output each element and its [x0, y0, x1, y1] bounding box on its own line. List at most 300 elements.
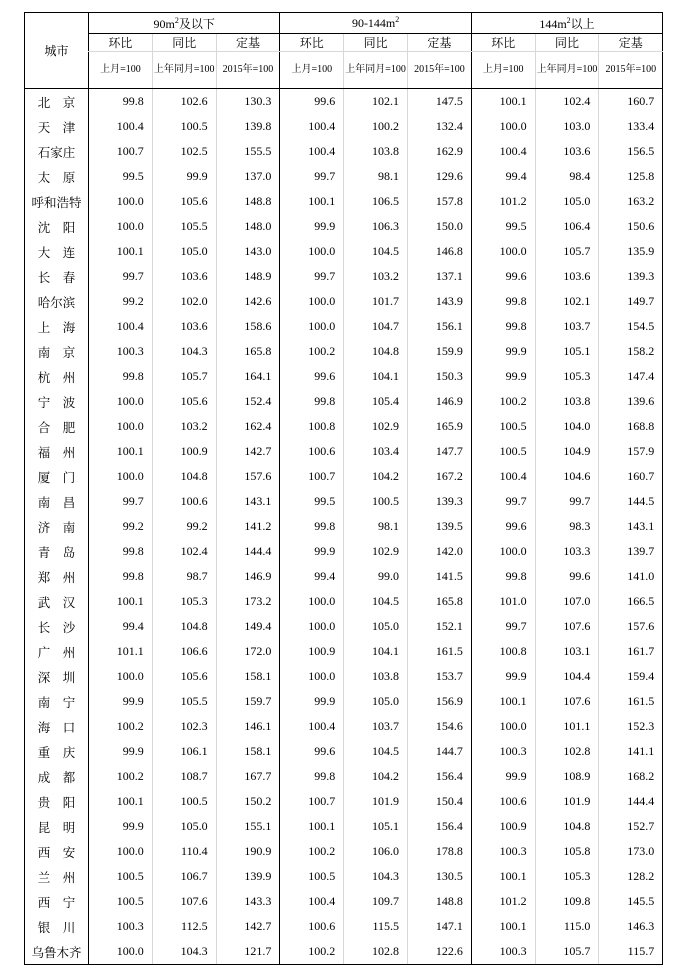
value-cell: 146.3 — [599, 914, 663, 939]
value-cell: 109.8 — [535, 889, 599, 914]
table-row — [25, 314, 663, 339]
value-cell: 100.3 — [89, 339, 153, 364]
value-cell: 130.5 — [408, 864, 472, 889]
value-cell: 103.8 — [344, 664, 408, 689]
value-cell: 152.4 — [216, 389, 280, 414]
value-cell: 100.7 — [280, 464, 344, 489]
table-row — [25, 539, 663, 564]
value-cell: 160.7 — [599, 464, 663, 489]
value-cell: 165.8 — [408, 589, 472, 614]
value-cell: 100.1 — [471, 89, 535, 115]
value-cell: 99.5 — [89, 164, 153, 189]
value-cell: 100.8 — [471, 639, 535, 664]
value-cell: 100.0 — [280, 589, 344, 614]
value-cell: 107.6 — [152, 889, 216, 914]
value-cell: 141.1 — [599, 739, 663, 764]
value-cell: 167.7 — [216, 764, 280, 789]
value-cell: 105.7 — [152, 364, 216, 389]
table-row — [25, 89, 663, 115]
value-cell: 106.6 — [152, 639, 216, 664]
value-cell: 105.0 — [152, 239, 216, 264]
city-cell: 青 岛 — [25, 539, 89, 564]
value-cell: 102.1 — [535, 289, 599, 314]
value-cell: 149.7 — [599, 289, 663, 314]
value-cell: 168.2 — [599, 764, 663, 789]
base-label: 2015年=100 — [408, 52, 472, 89]
value-cell: 102.1 — [344, 89, 408, 115]
value-cell: 99.2 — [152, 514, 216, 539]
city-cell: 合 肥 — [25, 414, 89, 439]
city-cell: 北 京 — [25, 89, 89, 115]
value-cell: 99.7 — [471, 614, 535, 639]
value-cell: 104.5 — [344, 239, 408, 264]
value-cell: 98.7 — [152, 564, 216, 589]
subcol-header: 同比 — [344, 34, 408, 52]
value-cell: 103.7 — [535, 314, 599, 339]
value-cell: 147.5 — [408, 89, 472, 115]
value-cell: 154.6 — [408, 714, 472, 739]
value-cell: 159.4 — [599, 664, 663, 689]
table-row — [25, 814, 663, 839]
value-cell: 148.0 — [216, 214, 280, 239]
value-cell: 106.0 — [344, 839, 408, 864]
value-cell: 150.0 — [408, 214, 472, 239]
value-cell: 100.5 — [344, 489, 408, 514]
city-cell: 福 州 — [25, 439, 89, 464]
city-cell: 长 沙 — [25, 614, 89, 639]
value-cell: 100.0 — [89, 389, 153, 414]
value-cell: 99.2 — [89, 514, 153, 539]
value-cell: 160.7 — [599, 89, 663, 115]
value-cell: 103.6 — [152, 314, 216, 339]
value-cell: 100.7 — [280, 789, 344, 814]
value-cell: 144.5 — [599, 489, 663, 514]
value-cell: 146.9 — [216, 564, 280, 589]
value-cell: 105.6 — [152, 189, 216, 214]
value-cell: 142.7 — [216, 914, 280, 939]
value-cell: 144.4 — [599, 789, 663, 814]
value-cell: 105.4 — [344, 389, 408, 414]
value-cell: 190.9 — [216, 839, 280, 864]
table-row — [25, 739, 663, 764]
city-cell: 沈 阳 — [25, 214, 89, 239]
value-cell: 100.5 — [152, 114, 216, 139]
value-cell: 104.4 — [535, 664, 599, 689]
value-cell: 156.4 — [408, 764, 472, 789]
value-cell: 104.8 — [152, 614, 216, 639]
value-cell: 112.5 — [152, 914, 216, 939]
value-cell: 107.0 — [535, 589, 599, 614]
table-row — [25, 464, 663, 489]
value-cell: 142.6 — [216, 289, 280, 314]
value-cell: 100.2 — [471, 389, 535, 414]
value-cell: 101.2 — [471, 889, 535, 914]
value-cell: 100.0 — [89, 839, 153, 864]
value-cell: 141.0 — [599, 564, 663, 589]
value-cell: 99.7 — [280, 164, 344, 189]
table-row — [25, 664, 663, 689]
value-cell: 99.9 — [280, 689, 344, 714]
value-cell: 103.6 — [535, 139, 599, 164]
value-cell: 139.3 — [408, 489, 472, 514]
value-cell: 105.0 — [152, 814, 216, 839]
value-cell: 146.8 — [408, 239, 472, 264]
value-cell: 115.0 — [535, 914, 599, 939]
value-cell: 130.3 — [216, 89, 280, 115]
value-cell: 106.7 — [152, 864, 216, 889]
value-cell: 102.5 — [152, 139, 216, 164]
value-cell: 139.7 — [599, 539, 663, 564]
value-cell: 166.5 — [599, 589, 663, 614]
value-cell: 104.5 — [344, 739, 408, 764]
value-cell: 105.1 — [535, 339, 599, 364]
city-cell: 长 春 — [25, 264, 89, 289]
subcol-header: 环比 — [280, 34, 344, 52]
value-cell: 106.5 — [344, 189, 408, 214]
value-cell: 157.8 — [408, 189, 472, 214]
value-cell: 103.2 — [152, 414, 216, 439]
subcol-header: 同比 — [535, 34, 599, 52]
value-cell: 100.0 — [89, 464, 153, 489]
value-cell: 101.2 — [471, 189, 535, 214]
value-cell: 100.0 — [280, 239, 344, 264]
value-cell: 105.5 — [152, 214, 216, 239]
value-cell: 99.9 — [89, 689, 153, 714]
value-cell: 99.2 — [89, 289, 153, 314]
value-cell: 99.9 — [89, 739, 153, 764]
value-cell: 104.8 — [535, 814, 599, 839]
value-cell: 100.8 — [280, 414, 344, 439]
table-row — [25, 889, 663, 914]
base-header-row — [25, 52, 663, 89]
city-cell: 南 京 — [25, 339, 89, 364]
value-cell: 100.6 — [280, 439, 344, 464]
value-cell: 99.8 — [89, 539, 153, 564]
value-cell: 100.1 — [89, 239, 153, 264]
value-cell: 158.6 — [216, 314, 280, 339]
value-cell: 100.2 — [89, 764, 153, 789]
value-cell: 99.6 — [471, 514, 535, 539]
value-cell: 100.1 — [89, 439, 153, 464]
value-cell: 100.0 — [89, 414, 153, 439]
value-cell: 106.3 — [344, 214, 408, 239]
value-cell: 99.7 — [89, 264, 153, 289]
value-cell: 102.6 — [152, 89, 216, 115]
value-cell: 161.5 — [599, 689, 663, 714]
value-cell: 100.3 — [471, 839, 535, 864]
value-cell: 100.4 — [280, 139, 344, 164]
table-row — [25, 189, 663, 214]
value-cell: 105.7 — [535, 239, 599, 264]
value-cell: 152.7 — [599, 814, 663, 839]
subcolumn-header-row — [25, 34, 663, 52]
value-cell: 100.0 — [280, 614, 344, 639]
base-label: 上年同月=100 — [344, 52, 408, 89]
table-row — [25, 289, 663, 314]
base-label: 上月=100 — [280, 52, 344, 89]
value-cell: 99.4 — [280, 564, 344, 589]
value-cell: 100.0 — [89, 939, 153, 965]
value-cell: 137.1 — [408, 264, 472, 289]
value-cell: 99.8 — [471, 564, 535, 589]
city-cell: 南 宁 — [25, 689, 89, 714]
value-cell: 100.5 — [89, 889, 153, 914]
value-cell: 98.1 — [344, 514, 408, 539]
value-cell: 100.3 — [471, 939, 535, 965]
value-cell: 100.4 — [280, 114, 344, 139]
value-cell: 100.4 — [280, 889, 344, 914]
value-cell: 103.0 — [535, 114, 599, 139]
city-column-header: 城市 — [25, 13, 89, 89]
value-cell: 100.5 — [152, 789, 216, 814]
value-cell: 165.9 — [408, 414, 472, 439]
value-cell: 152.1 — [408, 614, 472, 639]
group-header-90-below: $90m^2$及以下 — [89, 13, 280, 34]
value-cell: 105.7 — [535, 939, 599, 965]
value-cell: 102.9 — [344, 539, 408, 564]
value-cell: 137.0 — [216, 164, 280, 189]
value-cell: 154.5 — [599, 314, 663, 339]
value-cell: 100.5 — [471, 439, 535, 464]
table-row — [25, 639, 663, 664]
table-header — [25, 13, 663, 89]
value-cell: 99.9 — [471, 664, 535, 689]
value-cell: 115.5 — [344, 914, 408, 939]
value-cell: 100.3 — [471, 739, 535, 764]
value-cell: 173.2 — [216, 589, 280, 614]
value-cell: 99.9 — [280, 214, 344, 239]
base-label: 上年同月=100 — [535, 52, 599, 89]
subcol-header: 定基 — [599, 34, 663, 52]
value-cell: 100.3 — [89, 914, 153, 939]
base-label: 上年同月=100 — [152, 52, 216, 89]
value-cell: 102.8 — [344, 939, 408, 965]
value-cell: 100.1 — [89, 589, 153, 614]
value-cell: 158.2 — [599, 339, 663, 364]
city-cell: 深 圳 — [25, 664, 89, 689]
table-row — [25, 714, 663, 739]
value-cell: 103.7 — [344, 714, 408, 739]
value-cell: 100.2 — [344, 114, 408, 139]
value-cell: 103.8 — [535, 389, 599, 414]
value-cell: 144.7 — [408, 739, 472, 764]
value-cell: 104.3 — [344, 864, 408, 889]
value-cell: 99.8 — [89, 89, 153, 115]
value-cell: 164.1 — [216, 364, 280, 389]
value-cell: 135.9 — [599, 239, 663, 264]
value-cell: 100.1 — [89, 789, 153, 814]
value-cell: 178.8 — [408, 839, 472, 864]
table-row — [25, 439, 663, 464]
city-cell: 西 宁 — [25, 889, 89, 914]
value-cell: 129.6 — [408, 164, 472, 189]
value-cell: 150.3 — [408, 364, 472, 389]
value-cell: 146.1 — [216, 714, 280, 739]
value-cell: 105.1 — [344, 814, 408, 839]
value-cell: 101.9 — [535, 789, 599, 814]
value-cell: 105.0 — [344, 614, 408, 639]
city-cell: 郑 州 — [25, 564, 89, 589]
value-cell: 162.9 — [408, 139, 472, 164]
city-cell: 南 昌 — [25, 489, 89, 514]
value-cell: 156.9 — [408, 689, 472, 714]
value-cell: 143.1 — [216, 489, 280, 514]
city-cell: 石家庄 — [25, 139, 89, 164]
value-cell: 158.1 — [216, 739, 280, 764]
city-cell: 厦 门 — [25, 464, 89, 489]
value-cell: 105.8 — [535, 839, 599, 864]
value-cell: 98.4 — [535, 164, 599, 189]
table-row — [25, 239, 663, 264]
base-label: 上月=100 — [89, 52, 153, 89]
table-row — [25, 164, 663, 189]
value-cell: 122.6 — [408, 939, 472, 965]
value-cell: 98.1 — [344, 164, 408, 189]
value-cell: 102.4 — [152, 539, 216, 564]
value-cell: 101.1 — [535, 714, 599, 739]
value-cell: 141.5 — [408, 564, 472, 589]
value-cell: 104.3 — [152, 939, 216, 965]
value-cell: 99.7 — [471, 489, 535, 514]
value-cell: 167.2 — [408, 464, 472, 489]
city-cell: 昆 明 — [25, 814, 89, 839]
value-cell: 100.4 — [280, 714, 344, 739]
base-label: 2015年=100 — [599, 52, 663, 89]
subcol-header: 定基 — [408, 34, 472, 52]
table-row — [25, 914, 663, 939]
value-cell: 100.1 — [471, 689, 535, 714]
value-cell: 99.7 — [89, 489, 153, 514]
value-cell: 139.5 — [408, 514, 472, 539]
value-cell: 139.9 — [216, 864, 280, 889]
value-cell: 150.4 — [408, 789, 472, 814]
value-cell: 156.5 — [599, 139, 663, 164]
table-row — [25, 589, 663, 614]
value-cell: 104.8 — [344, 339, 408, 364]
value-cell: 99.6 — [280, 89, 344, 115]
value-cell: 99.9 — [152, 164, 216, 189]
value-cell: 102.9 — [344, 414, 408, 439]
value-cell: 99.6 — [280, 739, 344, 764]
value-cell: 104.6 — [535, 464, 599, 489]
value-cell: 100.9 — [471, 814, 535, 839]
city-cell: 广 州 — [25, 639, 89, 664]
value-cell: 99.5 — [471, 214, 535, 239]
value-cell: 103.3 — [535, 539, 599, 564]
value-cell: 99.0 — [344, 564, 408, 589]
value-cell: 100.1 — [280, 814, 344, 839]
value-cell: 162.4 — [216, 414, 280, 439]
value-cell: 99.7 — [280, 264, 344, 289]
value-cell: 100.2 — [280, 339, 344, 364]
table-row — [25, 114, 663, 139]
table-row — [25, 489, 663, 514]
table-row — [25, 839, 663, 864]
value-cell: 147.7 — [408, 439, 472, 464]
value-cell: 99.4 — [89, 614, 153, 639]
value-cell: 100.0 — [280, 664, 344, 689]
value-cell: 103.6 — [535, 264, 599, 289]
table-row — [25, 939, 663, 965]
value-cell: 133.4 — [599, 114, 663, 139]
value-cell: 143.1 — [599, 514, 663, 539]
value-cell: 101.1 — [89, 639, 153, 664]
city-cell: 宁 波 — [25, 389, 89, 414]
city-cell: 重 庆 — [25, 739, 89, 764]
city-cell: 太 原 — [25, 164, 89, 189]
value-cell: 132.4 — [408, 114, 472, 139]
city-cell: 济 南 — [25, 514, 89, 539]
value-cell: 100.0 — [471, 114, 535, 139]
value-cell: 104.8 — [152, 464, 216, 489]
city-cell: 贵 阳 — [25, 789, 89, 814]
value-cell: 100.2 — [280, 839, 344, 864]
value-cell: 105.6 — [152, 664, 216, 689]
value-cell: 105.0 — [535, 189, 599, 214]
value-cell: 157.9 — [599, 439, 663, 464]
subcol-header: 定基 — [216, 34, 280, 52]
value-cell: 102.0 — [152, 289, 216, 314]
value-cell: 104.3 — [152, 339, 216, 364]
city-cell: 大 连 — [25, 239, 89, 264]
value-cell: 100.0 — [280, 314, 344, 339]
value-cell: 100.0 — [89, 664, 153, 689]
value-cell: 143.0 — [216, 239, 280, 264]
value-cell: 100.1 — [471, 914, 535, 939]
value-cell: 105.5 — [152, 689, 216, 714]
value-cell: 139.3 — [599, 264, 663, 289]
table-row — [25, 764, 663, 789]
city-cell: 兰 州 — [25, 864, 89, 889]
value-cell: 99.4 — [471, 164, 535, 189]
value-cell: 108.7 — [152, 764, 216, 789]
value-cell: 99.8 — [471, 289, 535, 314]
value-cell: 99.6 — [280, 364, 344, 389]
table-row — [25, 864, 663, 889]
value-cell: 163.2 — [599, 189, 663, 214]
value-cell: 125.8 — [599, 164, 663, 189]
value-cell: 165.8 — [216, 339, 280, 364]
value-cell: 145.5 — [599, 889, 663, 914]
value-cell: 159.9 — [408, 339, 472, 364]
value-cell: 158.1 — [216, 664, 280, 689]
value-cell: 156.1 — [408, 314, 472, 339]
value-cell: 103.1 — [535, 639, 599, 664]
value-cell: 104.1 — [344, 364, 408, 389]
value-cell: 146.9 — [408, 389, 472, 414]
value-cell: 102.8 — [535, 739, 599, 764]
value-cell: 106.4 — [535, 214, 599, 239]
city-cell: 武 汉 — [25, 589, 89, 614]
table-row — [25, 614, 663, 639]
value-cell: 103.6 — [152, 264, 216, 289]
value-cell: 100.4 — [89, 314, 153, 339]
value-cell: 161.7 — [599, 639, 663, 664]
table-row — [25, 564, 663, 589]
value-cell: 110.4 — [152, 839, 216, 864]
value-cell: 99.9 — [89, 814, 153, 839]
city-cell: 成 都 — [25, 764, 89, 789]
value-cell: 148.8 — [408, 889, 472, 914]
value-cell: 147.1 — [408, 914, 472, 939]
group-header-144-above: $144m^2$以上 — [471, 13, 662, 34]
value-cell: 102.4 — [535, 89, 599, 115]
value-cell: 100.0 — [471, 714, 535, 739]
value-cell: 100.9 — [152, 439, 216, 464]
value-cell: 100.6 — [280, 914, 344, 939]
value-cell: 99.6 — [471, 264, 535, 289]
value-cell: 99.8 — [89, 564, 153, 589]
